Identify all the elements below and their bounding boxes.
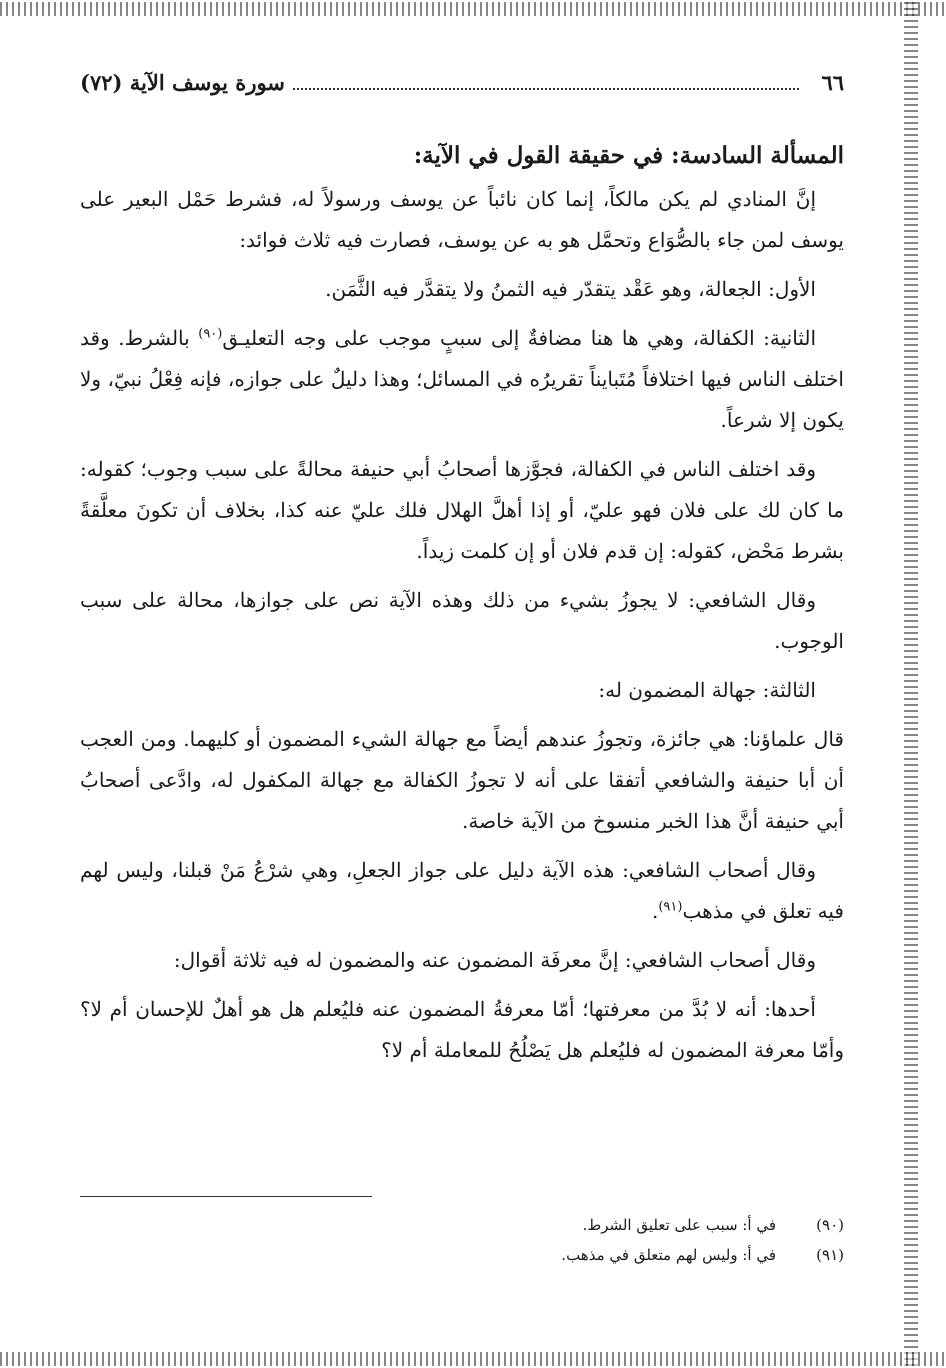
paragraph: وقال أصحاب الشافعي: إنَّ معرفَة المضمون عنه والمضمون له فيه ثلاثة أقوال:	[173, 948, 816, 972]
footnote-ref: (٩١)	[658, 899, 683, 915]
paragraph: إنَّ المنادي لم يكن مالكاً، إنما كان نائباً عن يوسف ورسولاً له، فشرط حَمْل البعير على يوسف لمن جاء بالصُّوَاع وتحمَّل هو به عن يوسف، فصارت فيه ثلاث فوائد:	[80, 187, 844, 252]
paragraph: الثالثة: جهالة المضمون له:	[598, 678, 816, 702]
paragraph: الأول: الجعالة، وهو عَقْد يتقدّر فيه الثمنُ ولا يتقدَّر فيه الثَّمَن.	[325, 277, 816, 301]
ornamental-border-bottom	[0, 1352, 946, 1366]
footnote-text: في أ: وليس لهم متعلق في مذهب.	[561, 1246, 776, 1264]
footnote-number: (٩٠)	[816, 1216, 844, 1234]
paragraph-text: بالشرط. وقد اختلف الناس فيها اختلافاً مُتَبايناً تقريرُه في المسائل؛ وهذا دليلٌ على جوازه، فإنه فِعْلُ نبيّ، ولا يكون إلا شرعاً.	[80, 326, 844, 432]
footnotes	[80, 1210, 844, 1270]
footnote-number: (٩١)	[816, 1246, 844, 1264]
running-header	[80, 70, 844, 110]
footnote-text: في أ: سبب على تعليق الشرط.	[582, 1216, 776, 1234]
running-title: سورة يوسف الآية (٧٢)	[80, 70, 285, 95]
header-dot-leader	[293, 74, 800, 90]
paragraph-text: وقال أصحاب الشافعي: هذه الآية دليل على جواز الجعلِ، وهي شرْعُ مَنْ قبلنا، وليس لهم فيه تعلق في مذهب	[80, 858, 844, 923]
footnote	[80, 1210, 844, 1240]
paragraph: وقال الشافعي: لا يجوزُ بشيء من ذلك وهذه الآية نص على جوازها، محالة على سبب الوجوب.	[80, 588, 844, 653]
ornamental-border-right	[904, 2, 918, 1366]
section-title: المسألة السادسة: في حقيقة القول في الآية:	[413, 142, 844, 169]
paragraph: وقال أصحاب الشافعي: هذه الآية دليل على جواز الجعلِ، وهي شرْعُ مَنْ قبلنا، وليس لهم فيه تعلق في مذهب$^{(٩١)}$.	[80, 858, 844, 923]
paragraph: وقد اختلف الناس في الكفالة، فجوَّزها أصحابُ أبي حنيفة محالةً على سبب وجوب؛ كقوله: ما كان لك على فلان فهو عليّ، أو إذا أهلَّ الهلال فلك عليّ عنه كذا، بخلاف أن تكونَ معلَّقةً بشرط مَحْض، كقوله: إن قدم فلان أو إن كلمت زيداً.	[80, 457, 844, 563]
footnote-ref: (٩٠)	[198, 326, 223, 342]
page-body	[80, 70, 844, 1330]
page-number: ٦٦	[821, 70, 844, 95]
footnote-separator	[80, 1196, 372, 1197]
paragraph-text: الثانية: الكفالة، وهي ها هنا مضافةٌ إلى سببٍ موجب على وجه التعليـق	[222, 326, 817, 350]
paragraph: قال علماؤنا: هي جائزة، وتجوزُ عندهم أيضاً مع جهالة الشيء المضمون أو كليهما. ومن العجب أن أبا حنيفة والشافعي أتفقا على أنه لا تجوزُ الكفالة مع جهالة المكفول له، وادَّعى أصحابُ أبي حنيفة أنَّ هذا الخبر منسوخ من الآية خاصة.	[80, 727, 844, 833]
ornamental-border-top	[0, 2, 946, 16]
paragraph: أحدها: أنه لا بُدَّ من معرفتها؛ أمّا معرفةُ المضمون عنه فليُعلم هل هو أهلٌ للإحسان أم لا؟ وأمّا معرفة المضمون له فليُعلم هل يَصْلُحُ للمعاملة أم لا؟	[80, 997, 844, 1062]
footnote	[80, 1240, 844, 1270]
paragraph	[80, 318, 844, 441]
